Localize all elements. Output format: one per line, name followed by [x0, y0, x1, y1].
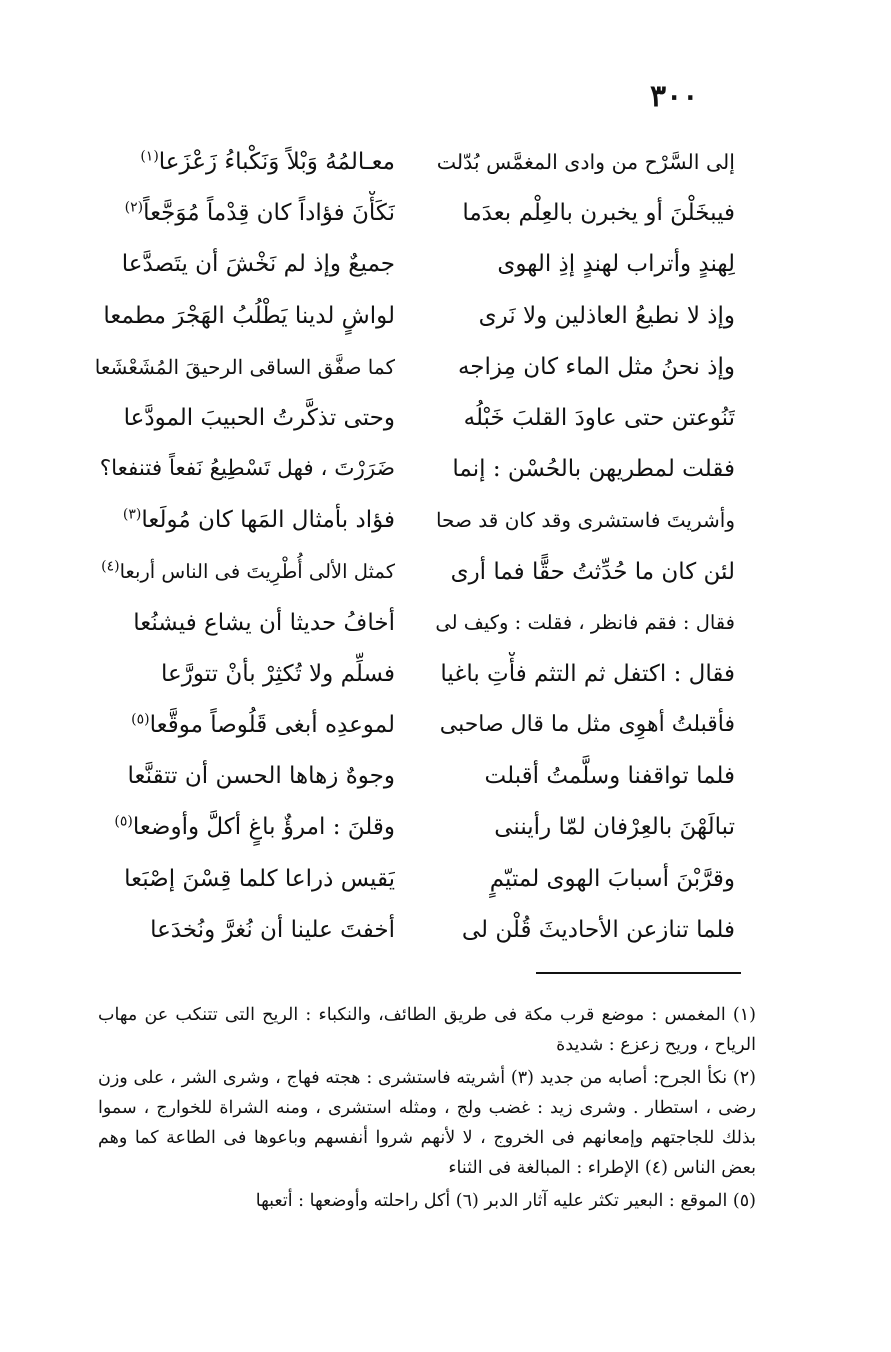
verse-second-text: يَقيس ذراعا كلما قِسْنَ إصْبَعا	[124, 865, 395, 892]
verse-first-hemistich: وإذ نحنُ مثل الماء كان مِزاجه	[457, 353, 735, 380]
page-number: ٣٠٠	[650, 79, 699, 114]
footnote-reference: (٤)	[101, 558, 120, 574]
verse-second-hemistich	[95, 754, 395, 805]
verse-second-text: كما صفَّق الساقى الرحيقَ المُشَعْشَعا	[95, 354, 395, 379]
verse-first-hemistich: فلما تواقفنا وسلَّمتُ أقبلت	[484, 763, 735, 790]
verse-line	[95, 345, 735, 396]
verse-second-text: لموعدِه أبغى قَلُوصاً موقَّعا	[149, 712, 395, 739]
verse-second-text: وقلنَ : امرؤٌ باغٍ أكلَّ وأوضعا	[132, 814, 395, 841]
verse-second-hemistich	[95, 652, 395, 703]
verse-second-hemistich	[95, 601, 395, 652]
verse-first-hemistich: إلى السَّرْح من وادى المغمَّس بُدّلت	[436, 150, 735, 174]
verse-line	[95, 550, 735, 601]
footnote-reference: (٢)	[124, 199, 144, 216]
verse-line	[95, 601, 735, 652]
verse-first-hemistich: فأقبلتُ أهوِى مثل ما قال صاحبى	[439, 712, 735, 738]
verse-line	[95, 908, 735, 959]
verse-line	[95, 242, 735, 293]
verse-first-hemistich: فيبخَلْنَ أو يخبرن بالعِلْم بعدَما	[462, 200, 735, 227]
verse-second-text: أخافُ حديثا أن يشاع فيشنُعا	[133, 609, 395, 636]
verse-second-hemistich	[95, 857, 395, 908]
verse-first-hemistich: فقلت لمطريهن بالحُسْن : إنما	[452, 456, 735, 483]
verse-second-text: معـالمُهُ وَبْلاً وَنَكْباءُ زَعْزَعا	[158, 149, 395, 175]
verse-second-hemistich	[95, 191, 395, 242]
verse-second-text: جميعٌ وإذ لم نَخْشَ أن يتَصدَّعا	[121, 251, 395, 278]
verse-second-hemistich	[95, 140, 395, 191]
footnote: (٢) نكأ الجرح: أصابه من جديد (٣) أشريته فاستشرى : هجته فهاج ، وشرى الشر ، على وزن رضى ، استطار . وشرى زيد : غضب ولج ، ومثله استشرى ، ومنه الشراة للخوارج ، سموا بذلك للجاجتهم وإمعانهم فى الخروج ، لا لأنهم شروا أنفسهم وباعوها فى الطاعة كما وهم بعض الناس (٤) الإطراء : المبالغة فى الثناء	[98, 1068, 756, 1178]
verse-second-text: فسلِّم ولا تُكثِرْ بأنْ تتورَّعا	[161, 660, 395, 687]
verse-second-text: وحتى تذكَّرتُ الحبيبَ المودَّعا	[123, 404, 395, 431]
verse-second-text: لواشٍ لدينا يَطْلُبُ الهَجْرَ مطمعا	[103, 302, 395, 329]
verse-second-text: وجوهٌ زهاها الحسن أن تتقنَّعا	[127, 763, 395, 790]
verse-second-hemistich	[95, 908, 395, 959]
verse-second-text: نَكَأْنَ فؤاداً كان قِدْماً مُوَجَّعاً	[143, 200, 395, 227]
footnote: (٥) الموقع : البعير تكثر عليه آثار الدبر (٦) أكل راحلته وأوضعها : أتعبها	[255, 1191, 756, 1211]
verse-first-hemistich: فقال : فقم فانظر ، فقلت : وكيف لى	[435, 610, 735, 634]
footnote-divider	[536, 972, 741, 974]
verse-first-hemistich: فلما تنازعن الأحاديثَ قُلْن لى	[461, 916, 735, 943]
verse-second-hemistich	[95, 498, 395, 549]
verse-line	[95, 652, 735, 703]
verse-second-hemistich	[95, 550, 395, 601]
footnote-reference: (٥)	[131, 711, 150, 728]
verse-second-hemistich	[95, 294, 395, 345]
poem	[95, 140, 735, 959]
verse-second-hemistich	[95, 396, 395, 447]
verse-line	[95, 805, 735, 856]
verse-line	[95, 140, 735, 191]
footnote-reference: (٣)	[122, 506, 142, 523]
verse-second-text: ضَرَرْتَ ، فهل تَسْطِيعُ نَفعاً فتنفعا؟	[99, 456, 395, 482]
footnotes	[98, 1000, 756, 1219]
verse-first-hemistich: لِهندٍ وأتراب لهندٍ إذِ الهوى	[497, 251, 735, 278]
verse-second-hemistich	[95, 447, 395, 498]
verse-line	[95, 447, 735, 498]
verse-second-hemistich	[95, 345, 395, 396]
verse-second-text: أخفتَ علينا أن نُغرَّ ونُخدَعا	[150, 916, 395, 943]
verse-line	[95, 498, 735, 549]
verse-second-text: كمثل الألى أُطْرِيتَ فى الناس أربعا	[119, 559, 395, 583]
verse-second-hemistich	[95, 805, 395, 856]
verse-first-hemistich: وقرَّبْنَ أسبابَ الهوى لمتيّمٍ	[489, 865, 735, 892]
footnote: (١) المغمس : موضع قرب مكة فى طريق الطائف، والنكباء : الريح التى تتنكب عن مهاب الرياح ، وريح زعزع : شديدة	[98, 1005, 756, 1055]
verse-first-hemistich: فقال : اكتفل ثم التثم فأْتِ باغيا	[440, 660, 735, 687]
verse-line	[95, 396, 735, 447]
verse-first-hemistich: وإذ لا نطيعُ العاذلين ولا نَرى	[478, 302, 735, 329]
footnote-reference: (٥)	[114, 813, 133, 830]
verse-second-hemistich	[95, 703, 395, 754]
verse-second-text: فؤاد بأمثال المَها كان مُولَعا	[141, 507, 395, 534]
footnote-reference: (١)	[140, 148, 159, 165]
verse-first-hemistich: وأشريتَ فاستشرى وقد كان قد صحا	[435, 508, 735, 533]
verse-first-hemistich: تَنُوعتن حتى عاودَ القلبَ خَبْلُه	[463, 404, 735, 431]
verse-first-hemistich: لئن كان ما حُدِّثتُ حقًّا فما أرى	[450, 558, 735, 585]
verse-line	[95, 703, 735, 754]
verse-second-hemistich	[95, 242, 395, 293]
verse-line	[95, 754, 735, 805]
verse-line	[95, 857, 735, 908]
verse-first-hemistich: تبالَهْنَ بالعِرْفان لمّا رأيننى	[494, 814, 735, 841]
verse-line	[95, 294, 735, 345]
verse-line	[95, 191, 735, 242]
